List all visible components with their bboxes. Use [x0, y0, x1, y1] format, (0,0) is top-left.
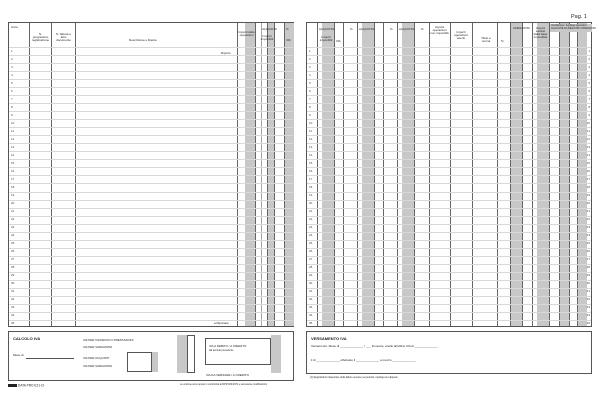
- row-number: 29: [11, 273, 15, 278]
- versamento-line-2: il di ______________ effettuato il ______________ a mezzo ______________: [311, 358, 416, 362]
- row-number: 32: [11, 297, 15, 302]
- table-row: [307, 87, 591, 88]
- row-number: 30: [586, 281, 590, 286]
- header-aliquota-pct: %: [286, 27, 289, 31]
- table-row: [307, 256, 591, 257]
- row-number: 2: [309, 56, 311, 61]
- riporto-label: Riporto: [221, 51, 231, 55]
- table-row: [9, 159, 293, 160]
- header-right-iva: IVA: [336, 39, 341, 43]
- row-number: 5: [588, 80, 590, 85]
- header-aliquota: ALIQUOTA: [262, 27, 277, 31]
- table-row: [9, 216, 293, 217]
- row-number: 23: [586, 225, 590, 230]
- row-number: 1: [309, 48, 311, 53]
- table-row: [9, 71, 293, 72]
- row-number: 4: [588, 72, 590, 77]
- table-row: [307, 183, 591, 184]
- table-row: [9, 280, 293, 281]
- periodo-precedente-label: dal periodo precedente: [209, 349, 234, 352]
- right-rows: [307, 47, 591, 328]
- row-number: 13: [586, 144, 590, 149]
- header-right-aliquota-3: ALIQUOTA: [399, 27, 414, 31]
- table-row: [307, 296, 591, 297]
- table-row: [9, 87, 293, 88]
- table-row: [307, 127, 591, 128]
- row-number: 3: [309, 64, 311, 69]
- row-number: 34: [586, 313, 590, 318]
- table-row: [307, 55, 591, 56]
- row-number: 23: [309, 225, 313, 230]
- row-number: 21: [586, 209, 590, 214]
- table-row: [307, 95, 591, 96]
- calc-line-4: IVA PER VARIAZIONI: [83, 364, 113, 368]
- table-row: [9, 111, 293, 112]
- table-row: [307, 264, 591, 265]
- row-number: 11: [309, 128, 313, 133]
- row-number: 22: [11, 217, 15, 222]
- row-number: 5: [309, 80, 311, 85]
- table-row: [307, 304, 591, 305]
- table-row: [307, 208, 591, 209]
- row-number: 26: [586, 249, 590, 254]
- table-row: [9, 183, 293, 184]
- mese-field[interactable]: [26, 358, 74, 359]
- table-row: [9, 288, 293, 289]
- row-number: 15: [309, 160, 313, 165]
- row-number: 33: [11, 305, 15, 310]
- row-number: 27: [11, 257, 15, 262]
- table-row: [9, 175, 293, 176]
- row-number: 15: [11, 160, 15, 165]
- row-number: 24: [11, 233, 15, 238]
- row-number: 9: [11, 112, 13, 117]
- table-row: [307, 175, 591, 176]
- calcolo-iva-title: CALCOLO IVA: [13, 336, 41, 341]
- table-row: [307, 159, 591, 160]
- footer-note-right: (1) Registrazioni riassuntive delle fatture emesse nel periodo, riepilogo per aliquote: [310, 376, 398, 379]
- row-number: 28: [309, 265, 313, 270]
- table-row: [307, 216, 591, 217]
- row-number: 2: [11, 56, 13, 61]
- table-row: [9, 119, 293, 120]
- table-row: [9, 232, 293, 233]
- row-number: 21: [309, 209, 313, 214]
- row-number: 8: [11, 104, 13, 109]
- a-riportare-label: a Riportare: [214, 321, 229, 325]
- header-right-imponibili: Importi imponibili: [319, 35, 333, 42]
- table-row: [9, 167, 293, 168]
- row-number: 25: [309, 241, 313, 246]
- row-number: 30: [309, 281, 313, 286]
- row-number: 24: [309, 233, 313, 238]
- table-row: [9, 312, 293, 313]
- calcolo-iva-box: [8, 331, 294, 381]
- table-row: [307, 119, 591, 120]
- row-number: 15: [586, 160, 590, 165]
- table-row: [307, 47, 591, 48]
- header-right-titolo: Titolo e norma: [481, 36, 491, 43]
- row-number: 33: [309, 305, 313, 310]
- table-row: [9, 79, 293, 80]
- row-number: 18: [586, 185, 590, 189]
- row-number: 25: [586, 241, 590, 246]
- row-number: 12: [11, 136, 15, 141]
- table-row: [307, 151, 591, 152]
- table-row: [9, 256, 293, 257]
- table-row: [307, 248, 591, 249]
- header-imponibile: Importi delle operazioni: [238, 30, 255, 37]
- header-right-pct-1: %: [350, 27, 353, 31]
- row-number: 24: [586, 233, 590, 238]
- header-iva: IVA: [286, 38, 291, 42]
- calc-line-1: IVA PER CESSIONI O PRESTAZIONI: [83, 338, 134, 342]
- header-right-esenti: Importi operazioni esenti: [454, 30, 468, 40]
- right-register-page: [306, 22, 596, 327]
- row-number: 35: [11, 321, 15, 326]
- calc-line-2: IVA PER VARIAZIONI: [83, 345, 113, 349]
- row-number: 10: [586, 120, 590, 125]
- table-row: [9, 127, 293, 128]
- row-number: 7: [309, 96, 311, 101]
- table-row: [307, 200, 591, 201]
- row-number: 9: [588, 112, 590, 117]
- header-right-non-imponibili: Importi operazioni non imponibili: [430, 25, 449, 35]
- debito-credito-label: IVA A DEBITO / A CREDITO: [209, 344, 247, 348]
- table-row: [307, 63, 591, 64]
- table-row: [9, 192, 293, 193]
- row-number: 16: [586, 168, 590, 173]
- table-row: [307, 143, 591, 144]
- table-row: [307, 103, 591, 104]
- row-number: 29: [586, 273, 590, 278]
- table-row: [9, 200, 293, 201]
- row-number: 21: [11, 209, 15, 214]
- header-fattura: N. fattura o altro documento: [56, 32, 71, 42]
- header-right-aliquota-2: ALIQUOTA: [359, 27, 374, 31]
- row-number: 13: [11, 144, 15, 149]
- table-row: [307, 71, 591, 72]
- table-row: [9, 208, 293, 209]
- row-number: 26: [11, 249, 15, 254]
- header-right-ventilazione-sub: AGGIUNTE DA REGISTRO OPERAZIONI: [551, 27, 596, 30]
- mese-label: Mese di: [13, 353, 24, 357]
- row-number: 3: [588, 64, 590, 69]
- row-number: 22: [309, 217, 313, 222]
- table-row: [9, 103, 293, 104]
- row-number: 31: [586, 289, 590, 294]
- row-number: 19: [586, 193, 590, 198]
- row-number: 31: [11, 289, 15, 294]
- row-number: 16: [309, 168, 313, 173]
- row-number: 17: [586, 176, 590, 181]
- row-number: 6: [309, 88, 311, 93]
- header-imposta: Importi imponibili: [260, 34, 274, 41]
- row-number: 23: [11, 225, 15, 230]
- calc-subtotal-box: [127, 352, 152, 372]
- versamento-iva-box: [306, 331, 592, 374]
- row-number: 18: [11, 185, 15, 189]
- row-number: 2: [588, 56, 590, 61]
- row-number: 13: [309, 144, 313, 149]
- row-number: 22: [586, 217, 590, 222]
- row-number: 11: [586, 128, 590, 133]
- table-row: [9, 296, 293, 297]
- table-row: [9, 55, 293, 56]
- header-right-ventilazione: Ventilazione / riepilogo operazioni: [551, 24, 587, 27]
- row-number: 20: [586, 201, 590, 206]
- table-row: [9, 143, 293, 144]
- row-number: 1: [11, 48, 13, 53]
- row-number: 29: [309, 273, 313, 278]
- header-right-pct-2: %: [390, 27, 393, 31]
- row-number: 34: [11, 313, 15, 318]
- table-row: [9, 240, 293, 241]
- table-row: [9, 320, 293, 321]
- table-row: [307, 232, 591, 233]
- header-progressivo: N. progressivo registrazione: [31, 32, 50, 42]
- row-number: 35: [309, 321, 313, 326]
- row-number: 6: [588, 88, 590, 93]
- row-number: 4: [309, 72, 311, 77]
- row-number: 14: [586, 152, 590, 157]
- table-row: [9, 63, 293, 64]
- calc-line-3: IVA PER ACQUISTI: [83, 356, 110, 360]
- row-number: 7: [11, 96, 13, 101]
- header-descrizione: Descrizione e Diente: [129, 38, 157, 42]
- table-row: [9, 135, 293, 136]
- row-number: 28: [586, 265, 590, 270]
- row-number: 27: [309, 257, 313, 262]
- row-number: 9: [309, 112, 311, 117]
- row-number: 14: [309, 152, 313, 157]
- row-number: 5: [11, 80, 13, 85]
- footer-code: DATA PRO E21-Cl: [8, 384, 44, 388]
- left-register-page: [8, 22, 294, 327]
- header-right-pct-var: %: [501, 39, 504, 43]
- row-number: 20: [11, 201, 15, 206]
- row-number: 16: [11, 168, 15, 173]
- table-row: [9, 151, 293, 152]
- table-row: [9, 304, 293, 305]
- table-row: [307, 272, 591, 273]
- row-number: 8: [588, 104, 590, 109]
- table-row: [307, 167, 591, 168]
- table-row: [307, 280, 591, 281]
- row-number: 14: [11, 152, 15, 157]
- row-number: 18: [309, 185, 313, 189]
- table-row: [9, 272, 293, 273]
- header-right-aliquota-1: ALIQUOTA: [319, 27, 334, 31]
- row-number: 34: [309, 313, 313, 318]
- row-number: 1: [588, 48, 590, 53]
- table-row: [307, 111, 591, 112]
- table-row: [307, 192, 591, 193]
- row-number: 20: [309, 201, 313, 206]
- row-number: 17: [309, 176, 313, 181]
- row-number: 30: [11, 281, 15, 286]
- row-number: 33: [586, 305, 590, 310]
- row-number: 10: [11, 120, 15, 125]
- page-number-label: Pag. 1: [571, 14, 587, 20]
- row-number: 12: [309, 136, 313, 141]
- versamento-iva-title: VERSAMENTO IVA: [311, 336, 347, 341]
- table-row: [9, 95, 293, 96]
- row-number: 19: [11, 193, 15, 198]
- row-number: 19: [309, 193, 313, 198]
- table-row: [9, 264, 293, 265]
- table-row: [307, 224, 591, 225]
- left-rows: [9, 47, 293, 328]
- table-row: [9, 224, 293, 225]
- row-number: 8: [309, 104, 311, 109]
- table-row: [307, 79, 591, 80]
- versamento-line-1: Versamento: Mese di ______________ / ___ trimestre, anello all'ufficio IVA di ______________: [311, 344, 438, 348]
- datapro-logo-icon: [8, 384, 17, 387]
- row-number: 32: [309, 297, 313, 302]
- row-number: 10: [309, 120, 313, 125]
- table-row: [9, 47, 293, 48]
- row-number: 28: [11, 265, 15, 270]
- header-right-variazioni: VARIAZIONI: [513, 26, 530, 30]
- row-number: 6: [11, 88, 13, 93]
- table-row: [307, 320, 591, 321]
- table-row: [307, 135, 591, 136]
- row-number: 27: [586, 257, 590, 262]
- row-number: 3: [11, 64, 13, 69]
- row-number: 32: [586, 297, 590, 302]
- header-anno: Anno: [11, 25, 19, 29]
- table-row: [9, 248, 293, 249]
- row-number: 11: [11, 128, 15, 133]
- row-number: 31: [309, 289, 313, 294]
- row-number: 25: [11, 241, 15, 246]
- table-row: [307, 312, 591, 313]
- da-versare-label: IVA DA VERSARE / A CREDITO: [206, 373, 249, 377]
- table-row: [307, 240, 591, 241]
- row-number: 35: [586, 321, 590, 326]
- row-number: 4: [11, 72, 13, 77]
- footer-note-left: Le colonne sono tenute in conformità al DPR 633/1972 e successive modificazioni: [180, 383, 267, 386]
- row-number: 7: [588, 96, 590, 101]
- row-number: 17: [11, 176, 15, 181]
- row-number: 26: [309, 249, 313, 254]
- row-number: 12: [586, 136, 590, 141]
- table-row: [307, 288, 591, 289]
- header-right-pct-3: %: [421, 27, 424, 31]
- header-right-importi-esclusi: Importi esclusi dalla base imponibile: [533, 26, 548, 39]
